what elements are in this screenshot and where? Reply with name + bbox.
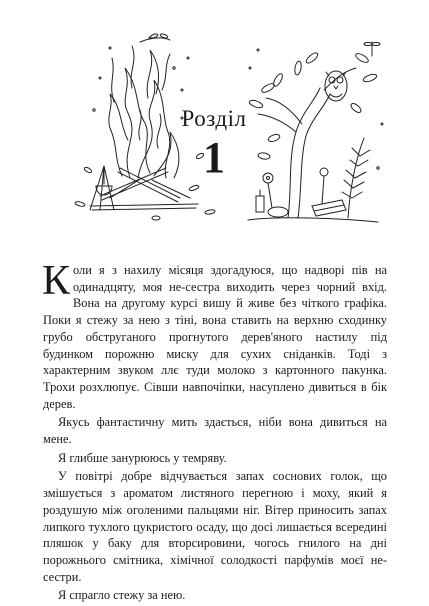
chapter-body [42,258,387,606]
chapter-number: 1 [203,133,225,182]
paragraph: Я глибше занурююсь у темряву. [58,450,227,465]
paragraph [42,258,387,412]
paragraph: У повітрі добре відчувається запах соснових голок, що змішується з ароматом листяного перегною і моху, який я роздушую між оголеними пальцями ніг. Вітер приносить запах липкого тухлого цукристого осаду, що досі лишається всередині пляшок у баку для вторсировини, чогось гнилого на дні порожнього смітника, хімічної солодкості парфумів моєї не-сестри. [43,469,387,584]
paragraph: Якусь фантастичну мить здається, ніби вона дивиться на мене. [43,415,387,447]
chapter-label: Розділ [181,106,247,131]
drop-cap: К [42,258,71,304]
paragraph: Я спрагло стежу за нею. [58,588,186,603]
paragraph-text: оли я з нахилу місяця здогадуюся, що надворі пів на одинадцяту, моя не-сестра виходить через чорний вхід. Вона на другому курсі вишу й живе без чіткого графіка. Поки я стежу за нею з тіні, вона ставить на верхню сходинку грубо обструганого прогнутого дерев'яного настилу під будинком порожню миску для сухих сніданків. Тоді з характерним звуком ллє туди молоко з картонного пакунка. Трохи розхлюпує. Сівши навпочіпки, насуплено дивиться в бік дерев. [43,263,387,411]
